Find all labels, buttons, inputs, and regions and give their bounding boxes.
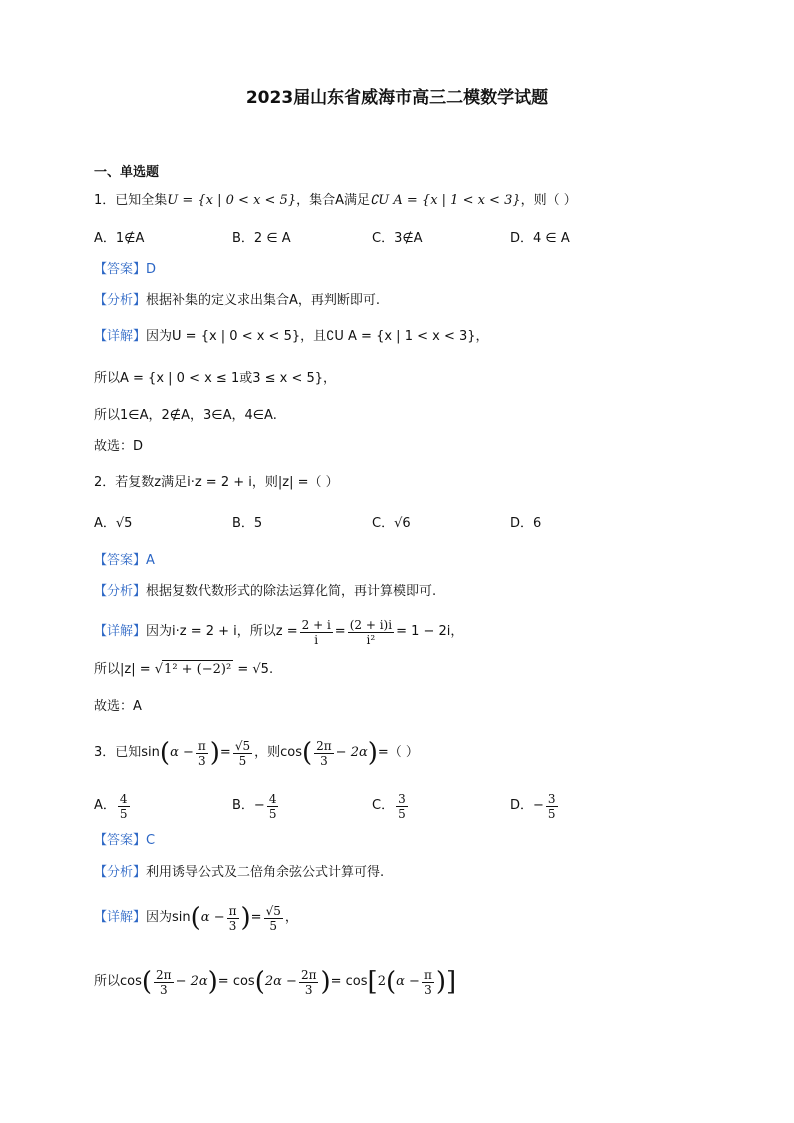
question-1-analysis: 【分析】根据补集的定义求出集合A，再判断即可. — [94, 293, 381, 308]
question-1-answer: 【答案】D — [94, 262, 157, 277]
question-2-choice: 故选：A — [94, 699, 142, 714]
question-3-answer: 【答案】C — [94, 833, 156, 848]
question-3-analysis: 【分析】利用诱导公式及二倍角余弦公式计算可得. — [94, 865, 385, 880]
question-2-answer: 【答案】A — [94, 553, 155, 568]
question-2-option-d: D．6 — [510, 516, 542, 531]
question-3-option-d: D．− $\frac{3}{5}$ — [510, 791, 556, 821]
question-1-detail-line-3: 所以1∈A，2∉A，3∈A，4∈A. — [94, 408, 277, 423]
question-2-detail: 【详解】 因为i·z = 2 + i，所以z = $\frac{2 + i}{i}$ = $\frac{(2 + i)i}{\text{i²}}$ = 1 − 2i， — [94, 617, 464, 647]
question-1-detail: 【详解】因为U = {x | 0 < x < 5}，且∁U A = {x | 1 < x < 3}， — [94, 329, 489, 344]
question-1-stem: 1．已知全集U = {x | 0 < x < 5}，集合A满足∁U A = {x | 1 < x < 3}，则（ ） — [94, 193, 577, 208]
page-title: 2023届山东省威海市高三二模数学试题 — [245, 88, 549, 108]
question-1-option-d: D．4 ∈ A — [510, 231, 570, 246]
question-1-choice: 故选：D — [94, 439, 144, 454]
question-3-option-a: A． $\frac{4}{5}$ — [94, 791, 128, 821]
question-3-stem: 3．已知sin ( α − $\frac{\pi}{3}$ ) = $\frac{√5}{5}$ ，则cos ( $\frac{2\pi}{3}$ − 2α ) =（ ） — [94, 738, 419, 768]
question-2-option-c: C．√6 — [372, 516, 411, 531]
question-2-stem: 2．若复数z满足i·z = 2 + i，则|z| =（ ） — [94, 475, 339, 490]
question-3-option-c: C． $\frac{3}{5}$ — [372, 791, 406, 821]
question-1-option-c: C．3∉A — [372, 231, 423, 246]
question-3-detail: 【详解】 因为sin ( α − $\frac{\pi}{3}$ ) = $\frac{√5}{5}$ ， — [94, 903, 298, 933]
question-1-option-b: B．2 ∈ A — [232, 231, 291, 246]
question-1-detail-line-2: 所以A = {x | 0 < x ≤ 1或3 ≤ x < 5}， — [94, 371, 337, 386]
question-3-detail-line-2: 所以cos ( $\frac{2\pi}{3}$ − 2α ) = cos ( 2α − $\frac{2\pi}{3}$ ) = cos [ 2 ( α − $\frac{\pi}{3}$ ) ] — [94, 967, 457, 997]
question-2-option-b: B．5 — [232, 516, 263, 531]
question-1-option-a: A．1∉A — [94, 231, 145, 246]
fraction-1: $\frac{2 + i}{i}$ — [301, 617, 331, 647]
question-2-option-a: A．√5 — [94, 516, 133, 531]
section-heading: 一、单选题 — [94, 165, 160, 180]
fraction-2: $\frac{(2 + i)i}{\text{i²}}$ — [349, 617, 393, 647]
question-2-detail-line-2: 所以|z| = √1² + (−2)² = √5. — [94, 662, 274, 677]
question-2-analysis: 【分析】根据复数代数形式的除法运算化简，再计算模即可. — [94, 584, 437, 599]
question-3-option-b: B．− $\frac{4}{5}$ — [232, 791, 277, 821]
